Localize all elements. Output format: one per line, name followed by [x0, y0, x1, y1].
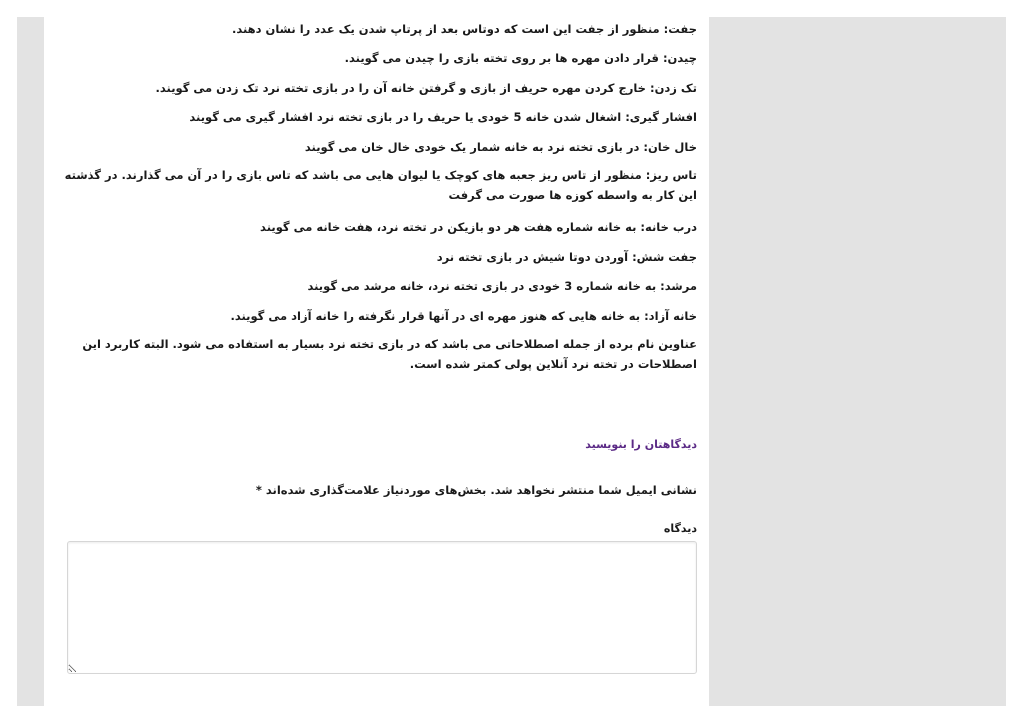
reply-title: دیدگاهتان را بنویسید — [585, 438, 697, 451]
term-paragraph: درب خانه: به خانه شماره هفت هر دو بازیکن در تخته نرد، هفت خانه می گویند — [260, 220, 697, 234]
term-paragraph: خال خان: در بازی تخته نرد به خانه شمار یک خودی خال خان می گویند — [304, 140, 697, 154]
comment-label: دیدگاه — [663, 522, 697, 535]
term-paragraph: تک زدن: خارج کردن مهره حریف از بازی و گرفتن خانه آن را در بازی تخته نرد تک زدن می گویند. — [155, 81, 697, 95]
term-paragraph: مرشد: به خانه شماره 3 خودی در بازی تخته نرد، خانه مرشد می گویند — [307, 279, 697, 293]
term-paragraph: تاس ریز: منظور از تاس ریز جعبه های کوچک یا لیوان هایی می باشد که تاس بازی را در آن می گذارند. در گذشته این کار به واسطه کوزه ها صورت می گرفت — [64, 168, 697, 202]
main-content — [44, 17, 709, 706]
comment-textarea[interactable] — [67, 541, 697, 674]
term-paragraph: جفت: منظور از جفت این است که دوتاس بعد از پرتاپ شدن یک عدد را نشان دهند. — [231, 22, 697, 36]
term-paragraph: خانه آزاد: به خانه هایی که هنوز مهره ای در آنها قرار نگرفته را خانه آزاد می گویند. — [230, 309, 697, 323]
comment-notes: نشانی ایمیل شما منتشر نخواهد شد. بخش‌های موردنیاز علامت‌گذاری شده‌اند * — [255, 483, 697, 497]
term-paragraph: افشار گیری: اشغال شدن خانه 5 خودی یا حریف را در بازی تخته نرد افشار گیری می گویند — [189, 110, 697, 124]
conclusion-paragraph: عناوین نام برده از جمله اصطلاحاتی می باشد که در بازی تخته نرد بسیار به استفاده می شود. البته کاربرد این اصطلاحات در تخته نرد آنلاین پولی کمتر شده است. — [82, 337, 697, 371]
term-paragraph: جفت شش: آوردن دوتا شیش در بازی تخته نرد — [436, 250, 697, 264]
term-paragraph: چیدن: قرار دادن مهره ها بر روی تخته بازی را چیدن می گویند. — [344, 51, 697, 65]
